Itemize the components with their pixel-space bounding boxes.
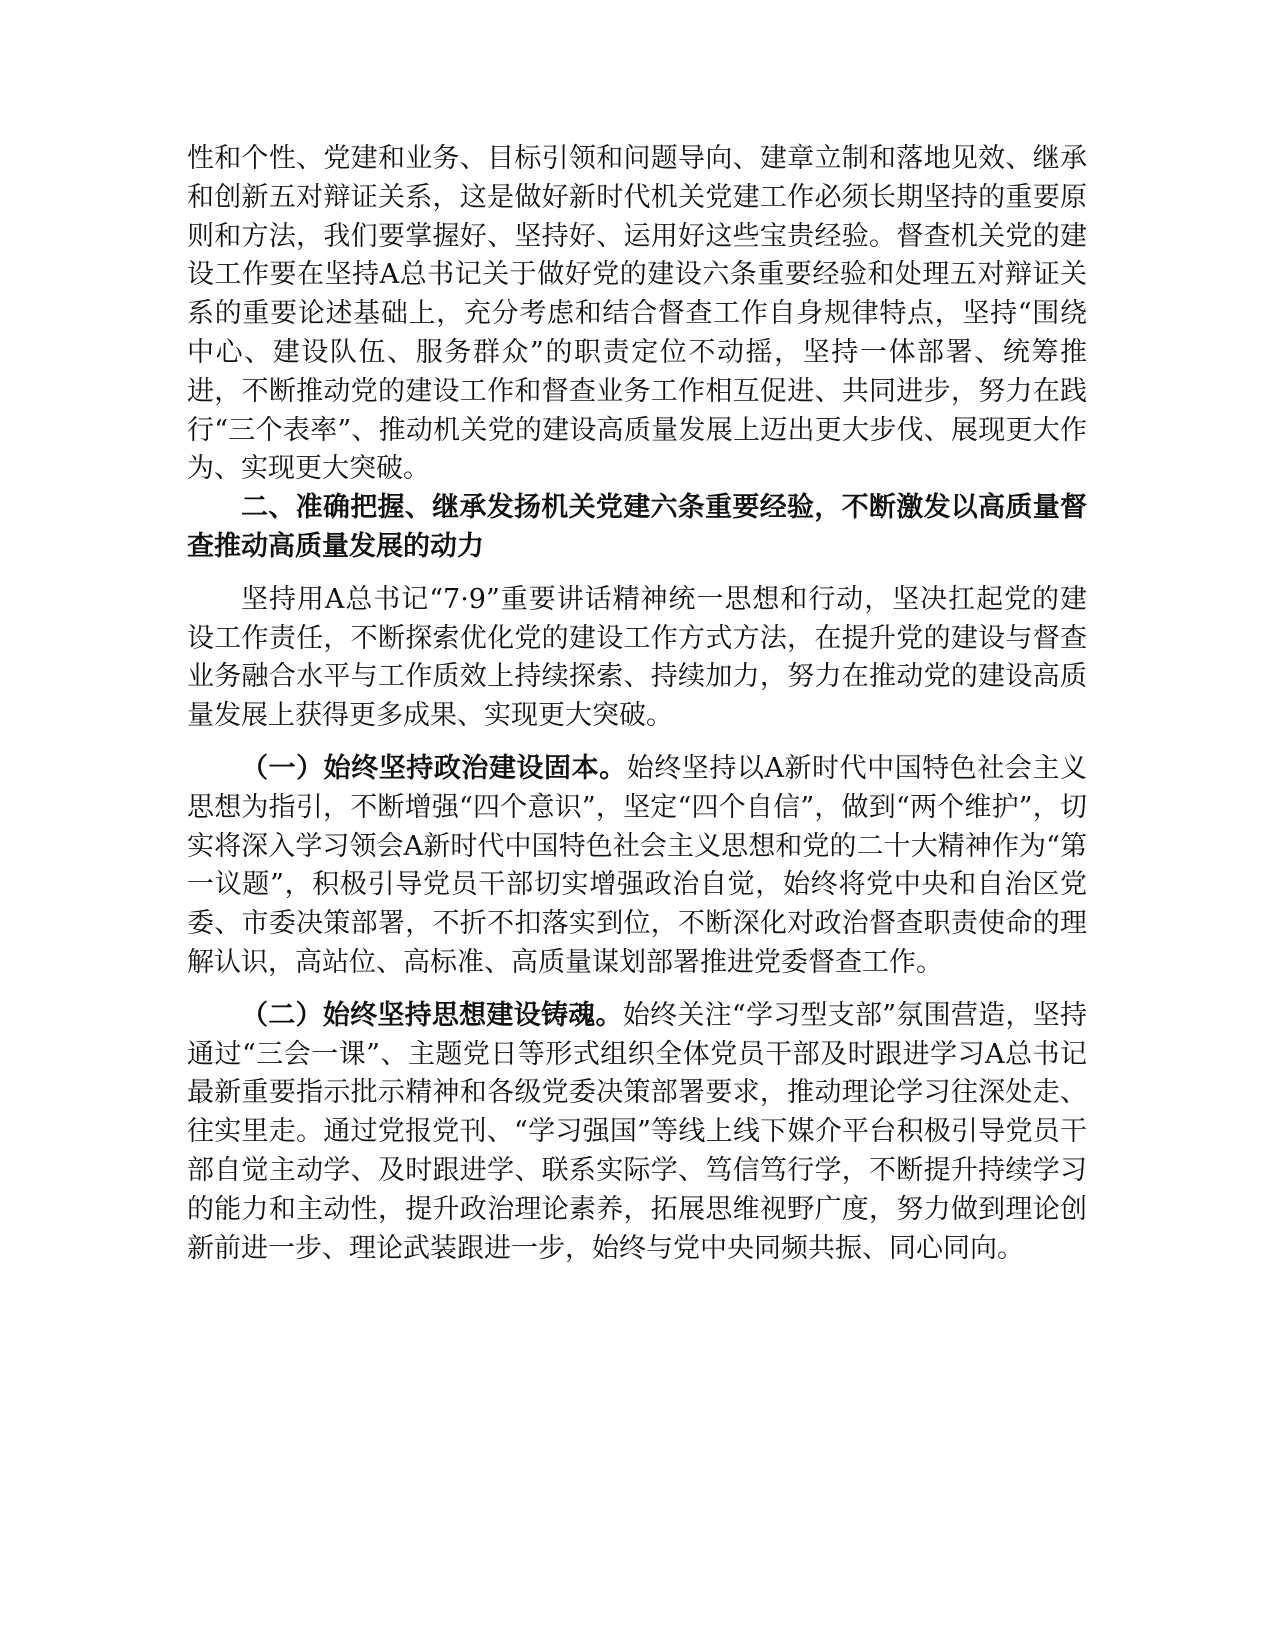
- paragraph-intro: 坚持用A总书记“7·9”重要讲话精神统一思想和行动，坚决扛起党的建设工作责任，不断探索优化党的建设工作方式方法，在提升党的建设与督查业务融合水平与工作质效上持续探索、持续加力，努力在推动党的建设高质量发展上获得更多成果、实现更大突破。: [187, 583, 1087, 732]
- item-title: （二）始终坚持思想建设铸魂。: [241, 999, 623, 1031]
- section-heading: 二、准确把握、继承发扬机关党建六条重要经验，不断激发以高质量督查推动高质量发展的动力: [187, 492, 1087, 562]
- item-title: （一）始终坚持政治建设固本。: [241, 752, 627, 784]
- item-body: 始终关注“学习型支部”氛围营造，坚持通过“三会一课”、主题党日等形式组织全体党员干部及时跟进学习A总书记最新重要指示批示精神和各级党委决策部署要求，推动理论学习往深处走、往实里走。通过党报党刊、“学习强国”等线上线下媒介平台积极引导党员干部自觉主动学、及时跟进学、联系实际学、笃信笃行学，不断提升持续学习的能力和主动性，提升政治理论素养，拓展思维视野广度，努力做到理论创新前进一步、理论武装跟进一步，始终与党中央同频共振、同心同向。: [187, 999, 1088, 1264]
- item-political-building: [187, 750, 1087, 983]
- item-body: 始终坚持以A新时代中国特色社会主义思想为指引，不断增强“四个意识”，坚定“四个自信”，做到“两个维护”，切实将深入学习领会A新时代中国特色社会主义思想和党的二十大精神作为“第一议题”，积极引导党员干部切实增强政治自觉，始终将党中央和自治区党委、市委决策部署，不折不扣落实到位，不断深化对政治督查职责使命的理解认识，高站位、高标准、高质量谋划部署推进党委督查工作。: [187, 752, 1088, 978]
- paragraph-continued: 性和个性、党建和业务、目标引领和问题导向、建章立制和落地见效、继承和创新五对辩证关系，这是做好新时代机关党建工作必须长期坚持的重要原则和方法，我们要掌握好、坚持好、运用好这些宝贵经验。督查机关党的建设工作要在坚持A总书记关于做好党的建设六条重要经验和处理五对辩证关系的重要论述基础上，充分考虑和结合督查工作自身规律特点，坚持“围绕中心、建设队伍、服务群众”的职责定位不动摇，坚持一体部署、统筹推进，不断推动党的建设工作和督查业务工作相互促进、共同进步，努力在践行“三个表率”、推动机关党的建设高质量发展上迈出更大步伐、展现更大作为、实现更大突破。: [187, 143, 1087, 485]
- item-ideological-building: [187, 997, 1087, 1269]
- document-body: [187, 140, 1087, 1268]
